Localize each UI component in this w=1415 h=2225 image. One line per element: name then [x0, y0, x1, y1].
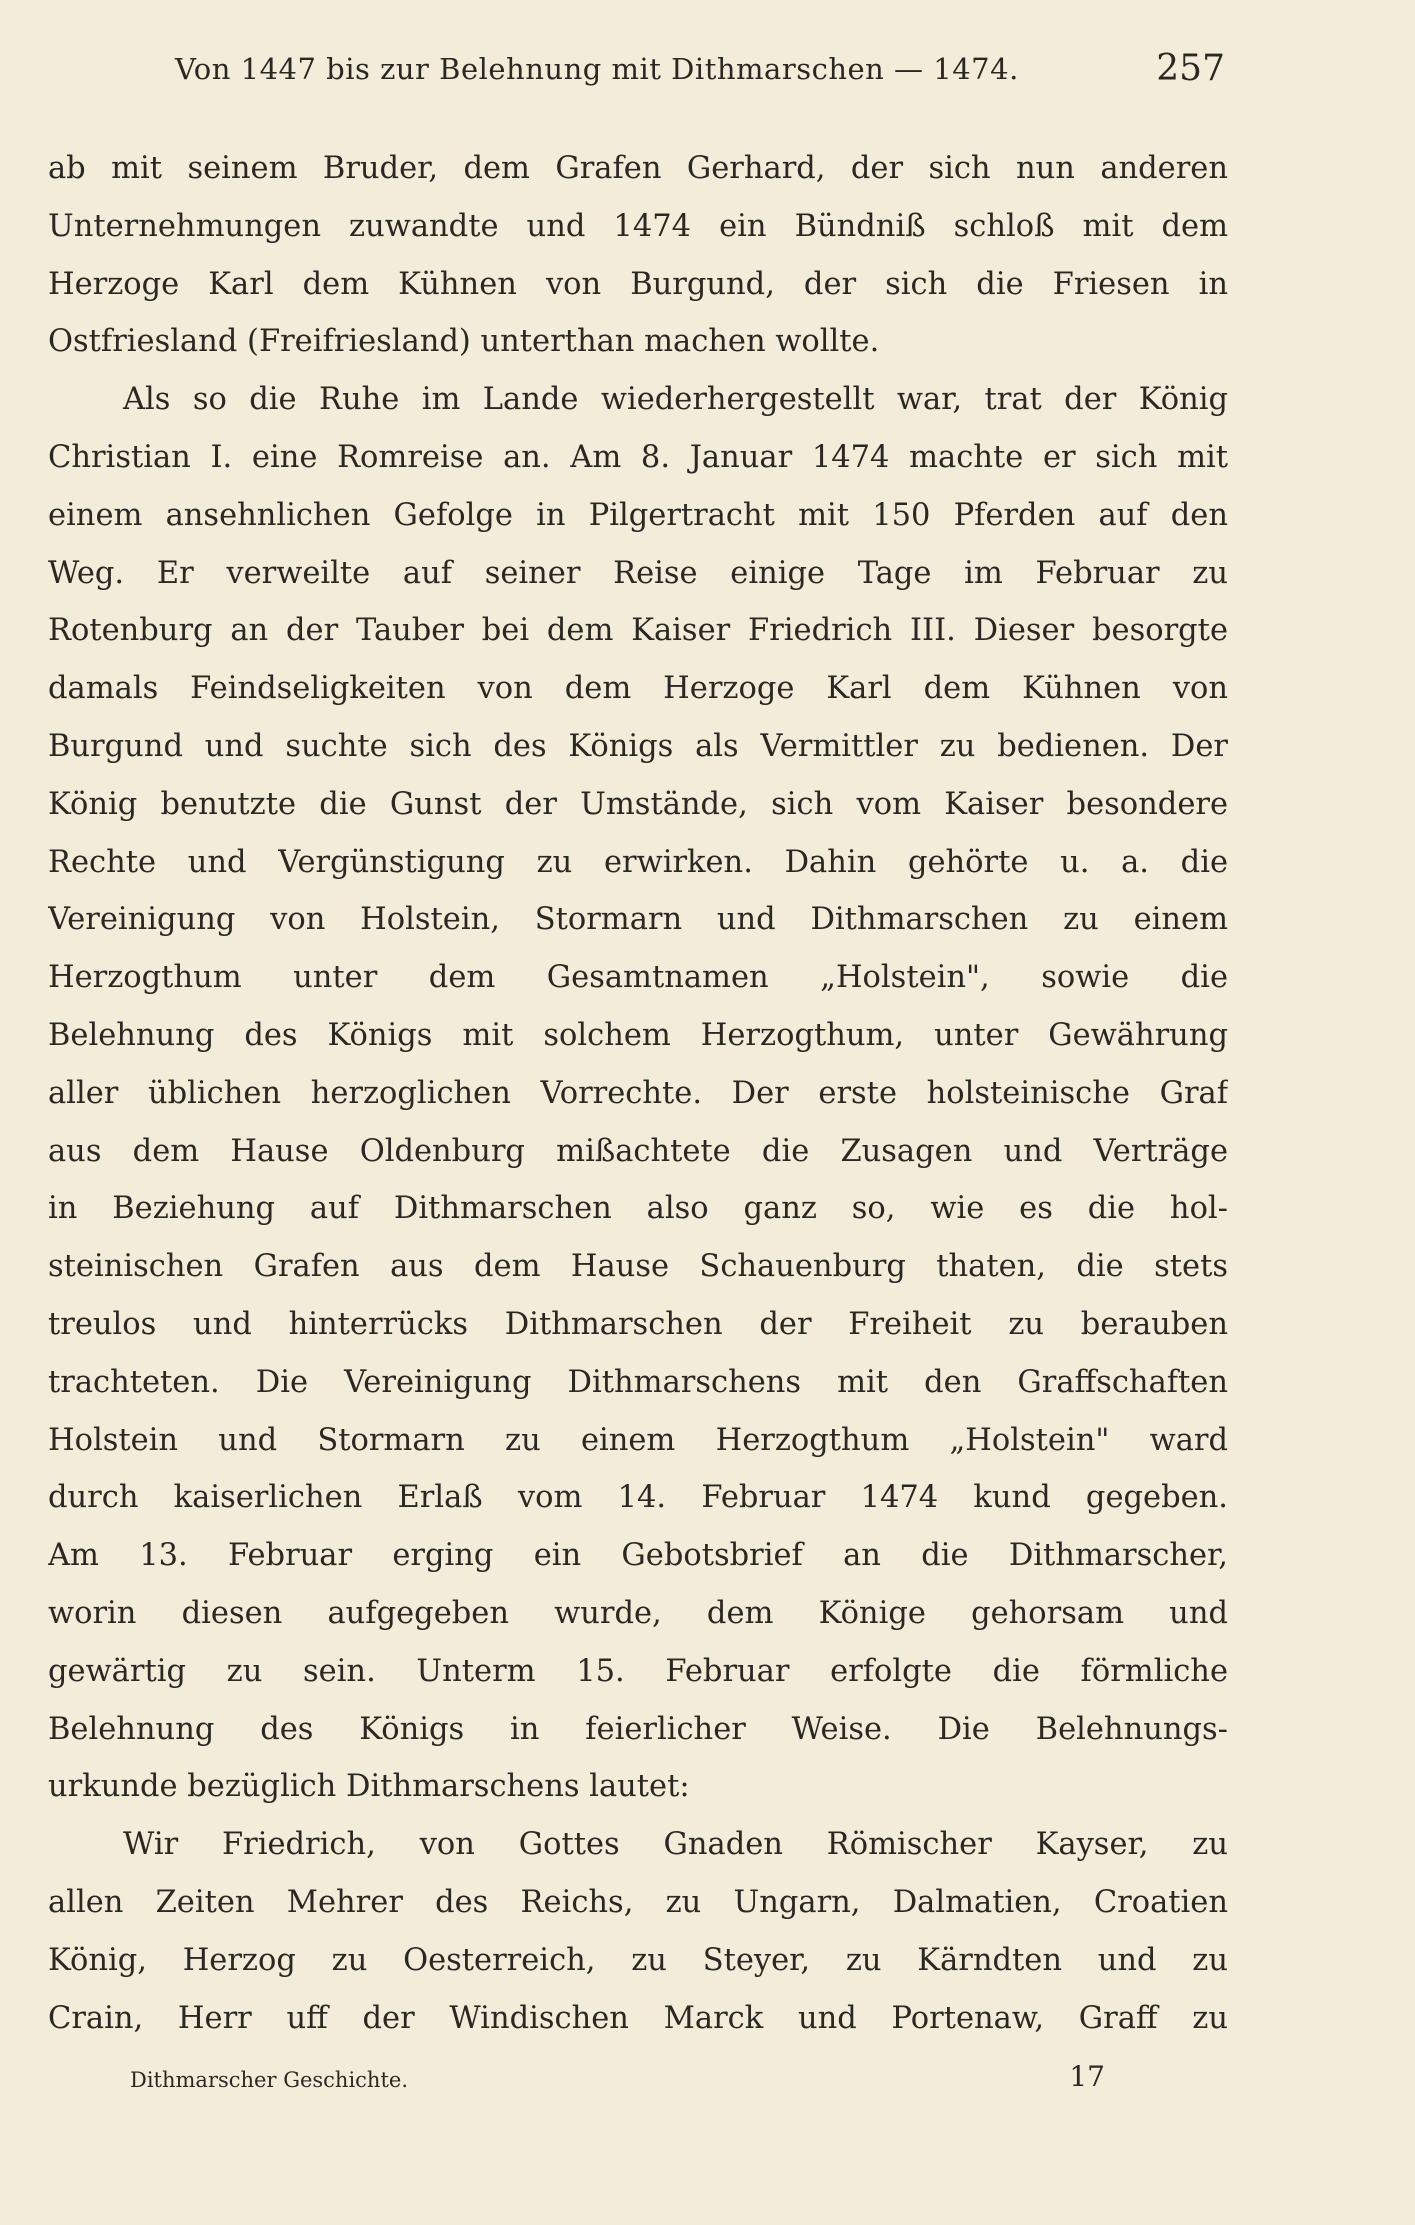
running-title: Von 1447 bis zur Belehnung mit Dithmarschen — 1474. — [175, 52, 1019, 86]
text-line: urkunde bezüglich Dithmarschens lautet: — [48, 1769, 690, 1805]
text-line: Rechte und Vergünstigung zu erwirken. Dahin gehörte u. a. die — [48, 844, 1228, 880]
text-line: Ostfriesland (Freifriesland) unterthan machen wollte. — [48, 324, 880, 360]
text-line: König benutzte die Gunst der Umstände, sich vom Kaiser besondere — [48, 786, 1228, 822]
text-line: Crain, Herr uff der Windischen Marck und Portenaw, Graff zu — [48, 2000, 1228, 2036]
page-footer — [130, 2060, 1105, 2100]
running-head — [175, 48, 1225, 96]
text-line: Als so die Ruhe im Lande wiederhergestellt war, trat der König — [123, 382, 1228, 418]
text-line: Weg. Er verweilte auf seiner Reise einige Tage im Februar zu — [48, 555, 1228, 591]
text-line: Rotenburg an der Tauber bei dem Kaiser Friedrich III. Dieser besorgte — [48, 613, 1228, 649]
text-line: allen Zeiten Mehrer des Reichs, zu Ungarn, Dalmatien, Croatien — [48, 1884, 1228, 1920]
footer-source: Dithmarscher Geschichte. — [130, 2068, 409, 2092]
text-line: aller üblichen herzoglichen Vorrechte. Der erste holsteinische Graf — [48, 1075, 1228, 1111]
text-line: Belehnung des Königs in feierlicher Weise. Die Belehnungs- — [48, 1711, 1228, 1747]
text-line: Christian I. eine Romreise an. Am 8. Januar 1474 machte er sich mit — [48, 439, 1228, 475]
text-line: Wir Friedrich, von Gottes Gnaden Römischer Kayser, zu — [123, 1827, 1228, 1863]
text-line: einem ansehnlichen Gefolge in Pilgertracht mit 150 Pferden auf den — [48, 497, 1228, 533]
text-line: aus dem Hause Oldenburg mißachtete die Zusagen und Verträge — [48, 1133, 1228, 1169]
text-line: Unternehmungen zuwandte und 1474 ein Bündniß schloß mit dem — [48, 208, 1228, 244]
signature-mark: 17 — [1069, 2060, 1105, 2093]
page-number: 257 — [1156, 48, 1225, 89]
text-line: steinischen Grafen aus dem Hause Schauenburg thaten, die stets — [48, 1249, 1228, 1285]
text-line: Holstein und Stormarn zu einem Herzogthum „Holstein" ward — [48, 1422, 1228, 1458]
text-line: Vereinigung von Holstein, Stormarn und Dithmarschen zu einem — [48, 902, 1228, 938]
text-line: trachteten. Die Vereinigung Dithmarschens mit den Graffschaften — [48, 1364, 1228, 1400]
text-line: in Beziehung auf Dithmarschen also ganz so, wie es die hol- — [48, 1191, 1228, 1227]
text-line: ab mit seinem Bruder, dem Grafen Gerhard, der sich nun anderen — [48, 151, 1228, 186]
text-line: Am 13. Februar erging ein Gebotsbrief an die Dithmarscher, — [48, 1538, 1228, 1574]
text-line: König, Herzog zu Oesterreich, zu Steyer, zu Kärndten und zu — [48, 1942, 1228, 1978]
body-text — [48, 140, 1228, 2047]
text-line: gewärtig zu sein. Unterm 15. Februar erfolgte die förmliche — [48, 1653, 1228, 1689]
text-line: Burgund und suchte sich des Königs als Vermittler zu bedienen. Der — [48, 728, 1228, 764]
text-line: worin diesen aufgegeben wurde, dem Könige gehorsam und — [48, 1595, 1228, 1631]
text-line: Herzogthum unter dem Gesamtnamen „Holstein", sowie die — [48, 960, 1228, 996]
text-line: treulos und hinterrücks Dithmarschen der Freiheit zu berauben — [48, 1306, 1228, 1342]
text-line: Belehnung des Königs mit solchem Herzogthum, unter Gewährung — [48, 1017, 1228, 1053]
text-line: Herzoge Karl dem Kühnen von Burgund, der sich die Friesen in — [48, 266, 1228, 302]
text-line: damals Feindseligkeiten von dem Herzoge Karl dem Kühnen von — [48, 671, 1228, 707]
text-line: durch kaiserlichen Erlaß vom 14. Februar 1474 kund gegeben. — [48, 1480, 1228, 1516]
